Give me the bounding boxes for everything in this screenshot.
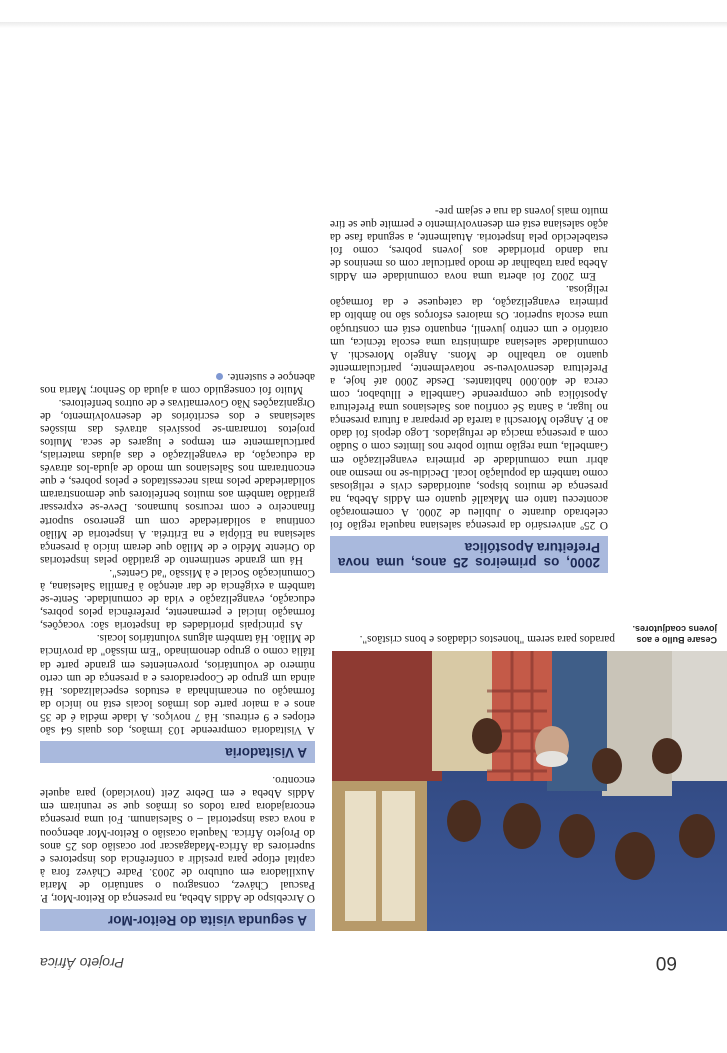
left-column [330,204,608,573]
photo-caption: Cesare Bullo e aos jovens coadjutores. [632,624,717,645]
section-heading-first-25-years: 2000, os primeiros 25 anos, uma nova Prefeitura Apostólica [330,536,608,573]
body-paragraph: A Visitadoria compreende 103 irmãos, dos quais 64 são etíopes e 9 eritreus. Há 7 noviços. A idade média é de 35 anos e a maior parte dos irmãos locais está no início da formação ou encaminhada a estudos especializados. Há ainda um grupo de Cooperadores e a presença de um certo número de voluntários, provenientes em grande parte da Itália como o grupo denominado "Em missão" da província de Milão. Há também alguns voluntários locais. [40,632,315,737]
group-photo-illustration [332,651,727,931]
left-top-paragraph: parados para serem "honestos cidadãos e bons cristãos". [359,633,615,645]
body-paragraph: O 25º aniversário da presença salesiana naquela região foi celebrado durante o Jubileu de 2000. A comemoração aconteceu tanto em Makallé quanto em Addis Abeba, na presença de muitos bispos, autoridades civis e religiosas como também da população local. Decidiu-se no mesmo ano abrir uma comunidade de primeira evangelização em Gambella, uma região muito pobre nos limites com o Sudão com a presença maciça de refugiados. Logo depois foi dado ao P. Angelo Moreschi a tarefa de preparar a futura presença no lugar, a Santa Sé confiou aos Salesianos uma Prefeitura Apostólica que compreende Gambella e Illubabor, com cerca de 400.000 habitantes. Desde 2000 até hoje, a Prefeitura desenvolveu-se notavelmente, particularmente quanto ao trabalho de Mons. Angelo Moreschi. A comunidade salesiana administra uma escola técnica, um oratório e um centro juvenil, enquanto está em construção uma escola superior. Os maiores esforços são no âmbito da primeira evangelização, da catequese e da formação religiosa. [330,283,608,531]
page-number: 60 [655,952,677,973]
closing-text: Muito foi conseguido com a ajuda do Senhor; Maria nos abençoe e sustente. [40,370,315,396]
body-paragraph: Em 2002 foi aberta uma nova comunidade em Addis Abeba para trabalhar de modo particular com os meninos de rua dando prioridade aos jovens pobres, como foi estabelecido pela Inspetoria. Atualmente, a segunda fase da ação salesiana está em desenvolvimento e permite que se tire muito mais jovens da rua e sejam pre- [329,204,608,283]
left-top-paragraph-block [332,632,615,645]
closing-paragraph [40,369,315,395]
right-column [40,369,315,931]
body-paragraph: As principais prioridades da Inspetoria são: vocações, formação inicial e permanente, preferência pelos pobres, educação, evangelização e vida de comunidade. Sente-se também a exigência de dar atenção à Família Salesiana, à Comunicação Social e à Missão "ad Gentes". [40,566,315,632]
end-bullet-icon [216,373,223,380]
body-paragraph: O Arcebispo de Addis Abeba, na presença do Reitor-Mor, P. Pascual Chávez, consagrou o santuário de Maria Auxiliadora em outubro de 2003. Padre Chávez fora à capital etíope para presidir a conferência dos inspetores e superiores da África-Madagascar por ocasião dos 25 anos do Projeto África. Naquela ocasião o Reitor-Mor abençoou a nova casa inspetorial – o Salesianum. Foi uma presença encorajadora para todos os irmãos que se reuniram em Addis Abeba e em Debre Zeit (noviciado) para aquele encontro. [40,774,315,904]
body-paragraph: Há um grande sentimento de gratidão pelas inspetorias do Oriente Médio e de Milão que deram início à presença salesiana na Etiópia e na Eritréia. A inspetoria de Milão continua a solidariedade com um generoso suporte financeiro e com recursos humanos. Deve-se expressar gratidão também aos muitos benfeitores que demonstraram solidariedade pelos mais necessitados e pelos pobres, e que encontraram nos Salesianos um modo de ajuda-los através da educação, da evangelização e das ajudas materiais, particularmente em tempos e lugares de seca. Muitos projetos tornaram-se possíveis através das missões salesianas e dos escritórios de desenvolvimento, de Organizações Não Governativas e de outros benfeitores. [40,396,315,566]
group-photo [332,651,727,931]
section-heading-visitadoria: A Visitadoria [40,741,315,763]
running-head: Projeto África [40,955,125,971]
section-heading-second-visit: A segunda visita do Reitor-Mor [40,909,315,931]
